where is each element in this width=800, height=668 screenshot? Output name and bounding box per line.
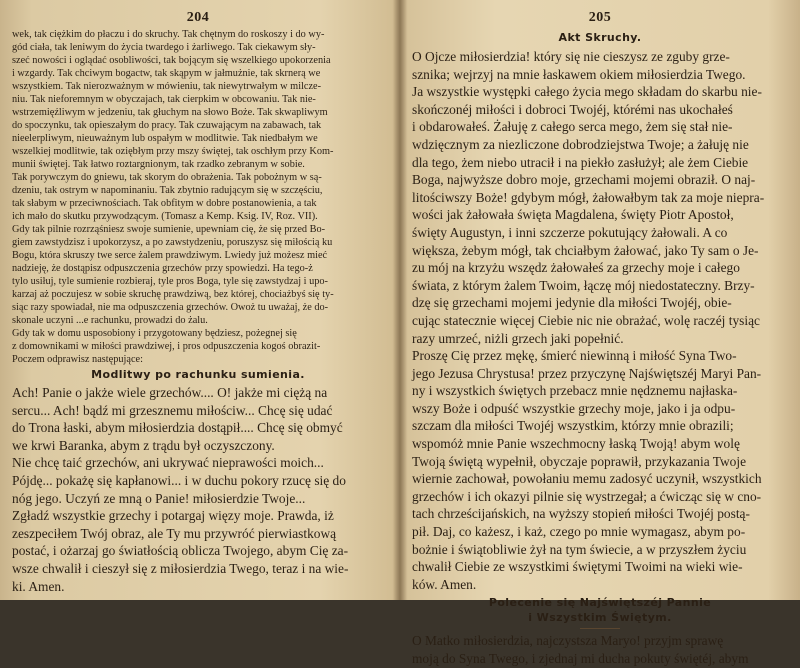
text-line: Pójdę... pokażę się kapłanowi... i w duchu pokory rzucę się do — [12, 472, 346, 488]
text-line: litościwszy Boże! gdybym mógł, żałowałbym tak za moje niepra- — [412, 189, 765, 205]
act-of-contrition-text — [412, 48, 788, 347]
text-line: Gdy tak w domu usposobiony i przygotowany będziesz, pożegnej się — [12, 328, 297, 339]
text-line: i obdarowałeś. Żałuję z całego serca mego, żem się stał nie- — [412, 119, 733, 135]
text-line: wdzięcznym za niezliczone dobrodziejstwa Twoje; a żałuję nie — [412, 136, 749, 152]
prayer-text — [12, 384, 384, 595]
text-line: bożnie i świątobliwie żył na tym świecie, a w przyszłem życiu — [412, 541, 747, 557]
right-page — [412, 8, 788, 666]
text-line: ich mało do skutku przywodzącym. (Tomasz a Kemp. Ksig. IV, Roz. VII). — [12, 211, 318, 222]
text-line: O Ojcze miłosierdzia! który się nie cieszysz ze zguby grze- — [412, 49, 730, 64]
text-line: jego Jezusa Chrystusa! przez przyczynę Najświętszéj Maryi Pan- — [412, 365, 762, 381]
text-line: pił. Daj, co każesz, i każ, czego po mnie wymagasz, abym po- — [412, 524, 746, 540]
text-line: wiernie zachował, powołaniu memu zadosyć uczynił, wszystkich — [412, 471, 762, 487]
paragraph-contrition — [12, 223, 384, 327]
section-heading: Akt Skruchy. — [558, 31, 642, 44]
paragraph-examination — [12, 28, 384, 223]
text-line: we krwi Baranka, abym z trądu był oczyszczony. — [12, 437, 275, 453]
text-line: cując statecznie więcej Ciebie nic nie obrażać, wolę raczéj tysiąc — [412, 312, 760, 328]
text-line: munii świętej. Tak łatwo roztargnionym, tak rzadko zebranym w sobie. — [12, 159, 305, 170]
text-line: zeszpeciłem Twój obraz, ale Ty mu przywróć pierwiastkową — [12, 525, 337, 541]
text-line: Nie chcę taić grzechów, ani ukrywać nieprawości moich... — [12, 455, 324, 471]
text-line: do spoczynku, tak opieszałym do pracy. Tak czuwającym na zabawach, tak — [12, 120, 322, 131]
text-line: Tak porywczym do gniewu, tak skorym do obrażenia. Tak pobożnym w są- — [12, 172, 322, 183]
text-line: postać, i ożarzaj go światłością oblicza Twojego, abym Cię za- — [12, 543, 349, 559]
text-line: skończonéj miłości i dobroci Twojéj, którémi nas ukochałeś — [412, 101, 733, 117]
text-line: wszy Boże i odpuść wszystkie grzechy moje, jako i ja odpu- — [412, 400, 736, 416]
text-line: chwalił Ciebie ze wszystkimi świętymi Twoimi na wieki wie- — [412, 559, 743, 575]
text-line: Twoją świętą wypełnił, obyczaje poprawił, przykazania Twoje — [412, 453, 747, 469]
book-gutter — [393, 0, 407, 600]
text-line: Proszę Cię przez mękę, śmierć niewinną i miłość Syna Two- — [412, 348, 737, 364]
text-line: razy umrzeć, niżli grzech jaki popełnić. — [412, 330, 624, 346]
text-line: wek, tak ciężkim do płaczu i do skruchy. Tak chętnym do roskoszy i do wy- — [12, 29, 325, 40]
text-line: zu mój na krzyżu wszędz żałowałeś za grzechy moje i całego — [412, 260, 740, 276]
text-line: sznika; wejrzyj na mnie łaskawem okiem miłosierdzia Twego. — [412, 66, 746, 82]
section-heading-line-1: Polecenie się Najświętszéj Pannie — [488, 596, 712, 610]
text-line: tach chrześcijańskich, na wyższy stopień miłości Twojéj postą- — [412, 506, 750, 522]
text-line: Zgładź wszystkie grzechy i potargaj więzy moje. Prawda, iż — [12, 508, 334, 524]
text-line: wstrzemięźliwym w jedzeniu, tak głuchym na słowo Boże. Tak skwapliwym — [12, 107, 328, 118]
text-line: O Matko miłosierdzia, najczystsza Maryo! przyjm sprawę — [412, 633, 724, 649]
section-heading — [412, 595, 788, 625]
text-line: wsze chwalił i cieszył się z miłosierdzia Twego, teraz i na wie- — [12, 560, 349, 576]
text-line: szczam dla miłości Twojéj wszystkim, którzy mnie obrazili; — [412, 418, 734, 434]
text-line: nadzieję, że dostąpisz odpuszczenia grzechów przy spowiedzi. Ha tego-ż — [12, 263, 313, 274]
prayer-paragraph — [412, 347, 788, 593]
text-line: wszystkiem. Tak nierozważnym w mówieniu, tak niewytrwałym w milcze- — [12, 81, 322, 92]
text-line: Boga, najwyższe dobro moje, grzechami mojemi obraził. O naj- — [412, 172, 756, 188]
text-line: Poczem odprawisz następujące: — [12, 354, 143, 365]
text-line: grzechów i ich okazyi pilnie się wystrzegał; a ćwicząc się w cno- — [412, 488, 762, 504]
section-heading-line-2: i Wszystkim Świętym. — [528, 611, 672, 625]
text-line: karzaj aż poczujesz w sobie skruchę prawdziwą, bez której, chociażbyś się ty- — [12, 289, 334, 300]
text-line: Ach! Panie o jakże wiele grzechów.... O! jakże mi ciężą na — [12, 385, 328, 400]
section-heading: Modlitwy po rachunku sumienia. — [91, 368, 305, 381]
text-line: szeć nowości i oglądać osobliwości, tak bojącym się wszelkiego upokorzenia — [12, 55, 331, 66]
text-line: wszelkiej modlitwie, tak oziębłym przy mszy świętej, tak oschłym przy Kom- — [12, 146, 334, 157]
page-number: 205 — [588, 10, 612, 25]
text-line: giem zawstydzisz i upokorzysz, a po zawstydzeniu, poruszysz się miłością ku — [12, 237, 333, 248]
text-line: dla tego, żem niebo utracił i na piekło zasłużył; ale żem Ciebie — [412, 154, 749, 170]
text-line: z domownikami w miłości prawdziwej, i pros odpuszczenia kogoś obrazit- — [12, 341, 321, 352]
text-line: gód ciała, tak leniwym do życia twardego i żarliwego. Tak ciekawym sły- — [12, 42, 316, 53]
page-number: 204 — [186, 10, 210, 25]
text-line: skonale uczyni ...e rachunku, prowadzi do żalu. — [12, 315, 208, 326]
text-line: dzę się grzechami mojemi jedynie dla miłości Twojéj, obie- — [412, 295, 732, 311]
text-line: świata, z którym żalem Twoim, łączę mój niedostateczny. Brzy- — [412, 277, 755, 293]
paragraph-preparation — [12, 327, 384, 366]
text-line: i wzgardy. Tak chciwym bogactw, tak skąpym w jałmużnie, tak skrnerą we — [12, 68, 321, 79]
text-line: dzeniu, tak ostrym w napominaniu. Tak zbytnio radującym się w szczęściu, — [12, 185, 323, 196]
text-line: ki. Amen. — [12, 578, 65, 594]
text-line: siąc razy spowiadał, nie ma odpuszczenia grzechów. Owoż tu uważaj, że do- — [12, 302, 329, 313]
text-line: tylo usiłuj, tyle sumienie rozbieraj, tyle pros Boga, tyle się zawstydzaj i upo- — [12, 276, 328, 287]
text-line: ny i wszystkich świętych przebacz mnie nędznemu najłaska- — [412, 383, 738, 399]
prayer-paragraph — [412, 632, 788, 667]
text-line: niu. Tak nieforemnym w obyczajach, tak cierpkim w obcowaniu. Tak nie- — [12, 94, 316, 105]
text-line: święty Augustyn, i inni szczerze pokutujący żałowali. A co — [412, 224, 728, 240]
text-line: Bogu, która skruszy twe serce żalem prawdziwym. Lwiedy już możesz mieć — [12, 250, 328, 261]
text-line: ków. Amen. — [412, 576, 477, 592]
text-line: Ja wszystkie występki całego życia mego składam do skarbu nie- — [412, 84, 762, 100]
text-line: nieelerpliwym, nieuważnym lub ospałym w modlitwie. Tak niedbałym we — [12, 133, 318, 144]
left-page — [12, 8, 384, 593]
text-line: wspomóż mnie Panie wszechmocny łaską Twoją! abym wolę — [412, 436, 740, 452]
text-line: Gdy tak pilnie rozrząśniesz swoje sumienie, upewniam cię, że się przed Bo- — [12, 224, 326, 235]
text-line: nóg jego. Uczyń ze mną o Panie! miłosierdzie Twoje... — [12, 490, 306, 506]
text-line: tak słabym w przeciwnościach. Tak obfitym w dobre postanowienia, a tak — [12, 198, 317, 209]
text-line: do Trona łaski, abym miłosierdzia dostąpił.... Chcę się obmyć — [12, 420, 343, 436]
text-line: sercu... Ach! bądź mi grzesznemu miłościw... Chcę się udać — [12, 402, 333, 418]
text-line: wości jak żałowała święta Magdalena, święty Piotr Apostoł, — [412, 207, 734, 223]
text-line: większa, żebym mógł, tak chciałbym żałować, jako Ty sam o Je- — [412, 242, 759, 258]
divider — [580, 628, 620, 629]
text-line: moją do Syna Twego, i zjednaj mi ducha pokuty świętéj, abym — [412, 651, 749, 666]
